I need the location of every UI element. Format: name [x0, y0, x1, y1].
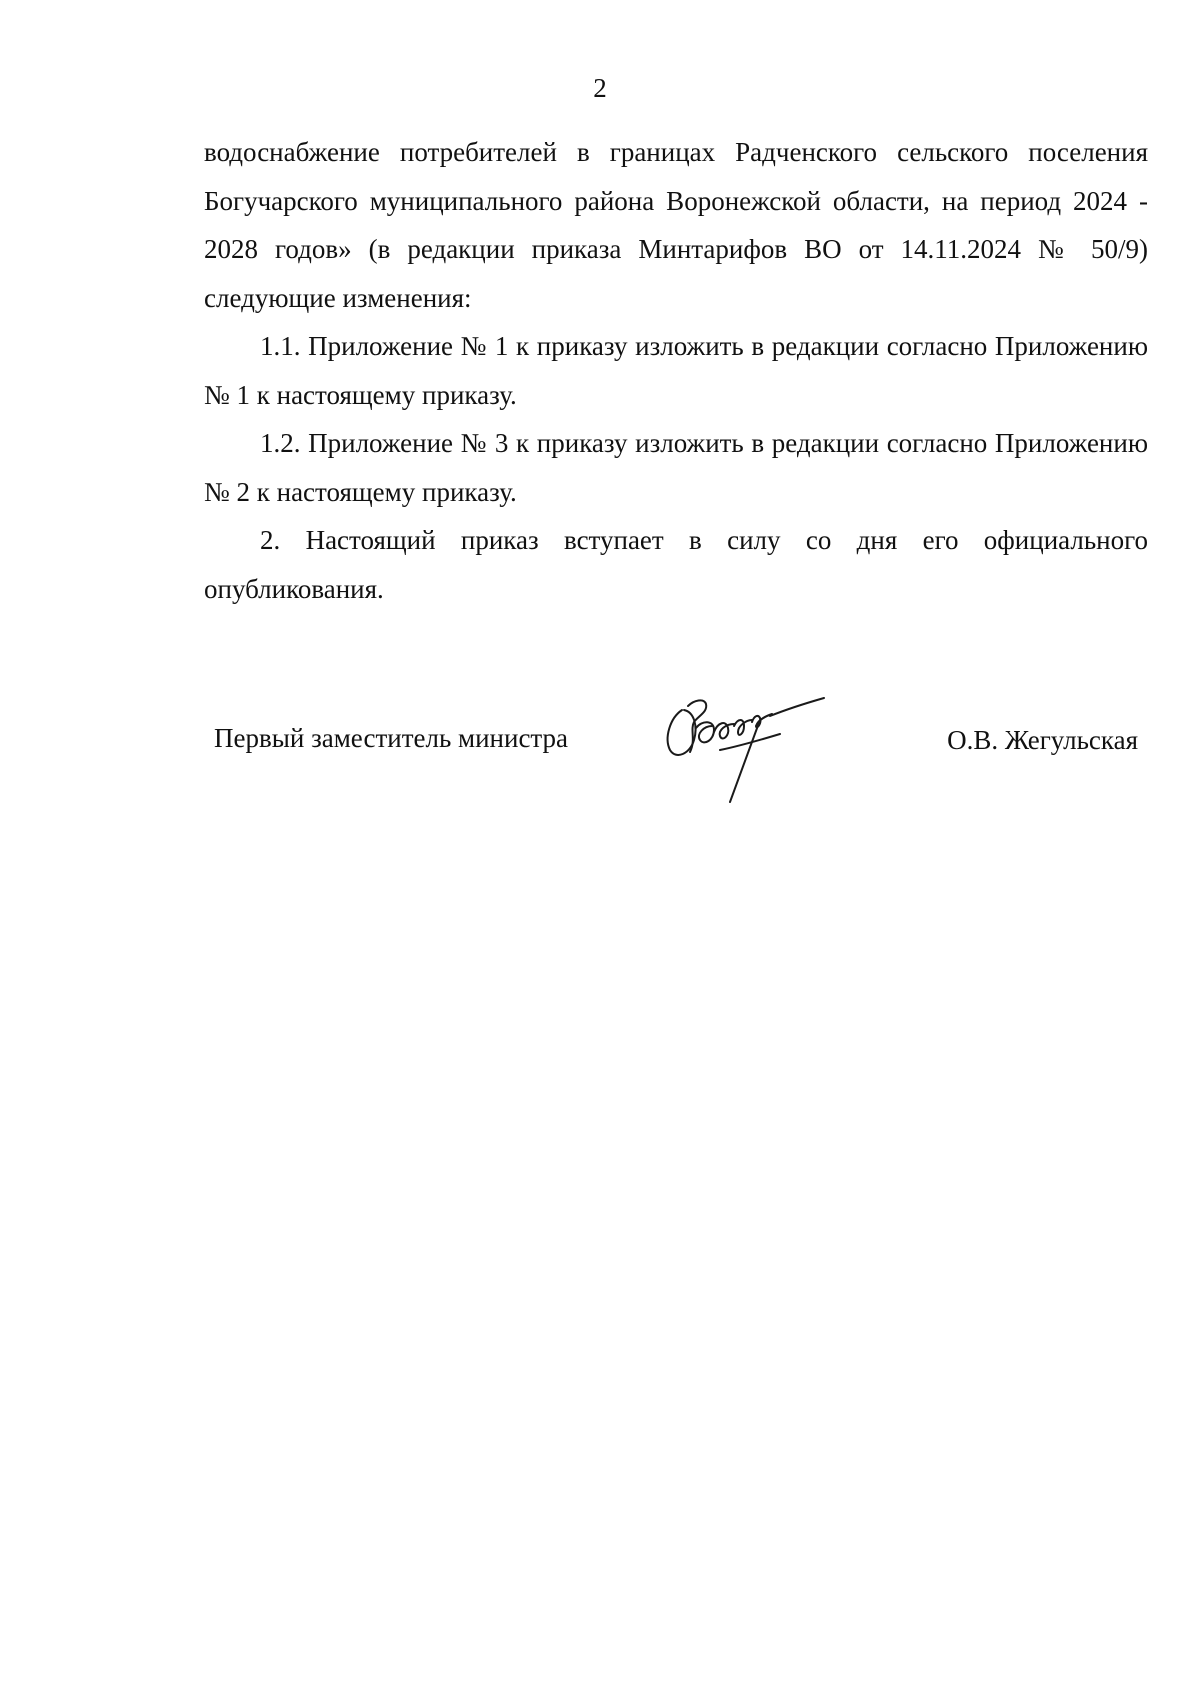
page-number: 2 — [593, 73, 607, 103]
paragraph-item-2: 2. Настоящий приказ вступает в силу со дня его официального опубликования. — [204, 525, 1148, 604]
document-body — [204, 128, 1148, 613]
handwritten-signature — [660, 690, 830, 815]
signatory-name: О.В. Жегульская — [947, 725, 1138, 755]
paragraph-continuation: водоснабжение потребителей в границах Радченского сельского поселения Богучарского муниципального района Воронежской области, на период 2024 - 2028 годов» (в редакции приказа Минтарифов ВО от 14.11.2024 № 50/9) следующие изменения: — [204, 137, 1148, 313]
paragraph-item-1-1: 1.1. Приложение № 1 к приказу изложить в редакции согласно Приложению № 1 к настоящему приказу. — [204, 331, 1148, 410]
paragraph-item-1-2: 1.2. Приложение № 3 к приказу изложить в редакции согласно Приложению № 2 к настоящему приказу. — [204, 428, 1148, 507]
signature-block — [0, 700, 1200, 820]
signatory-position: Первый заместитель министра — [214, 723, 569, 753]
